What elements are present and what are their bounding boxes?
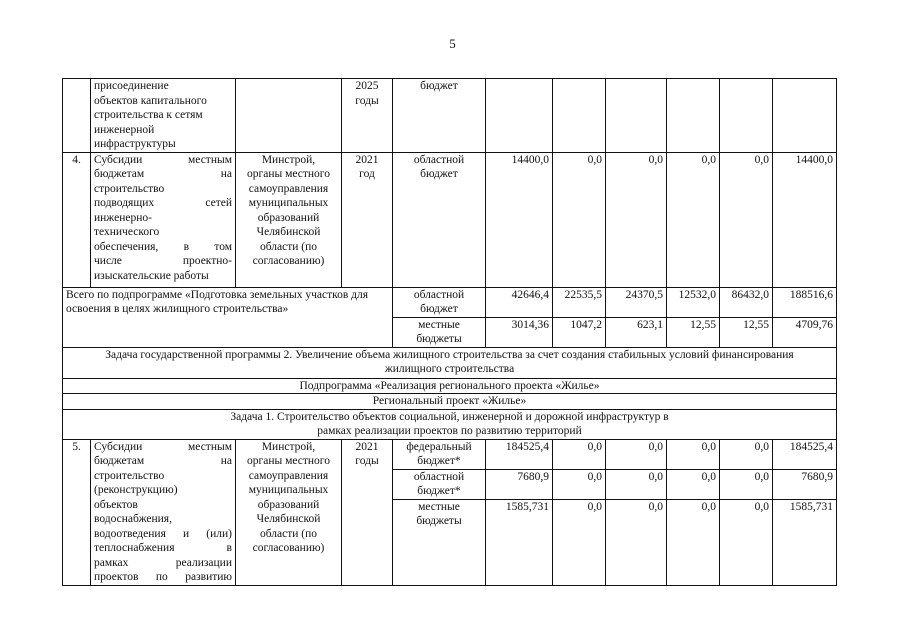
subtotal-row (63, 287, 837, 317)
year-line: годы (355, 94, 379, 107)
source-line: федеральный (406, 440, 472, 453)
source-cell (393, 287, 486, 317)
value-cell: 0,0 (667, 152, 720, 287)
value-cell: 24370,5 (606, 287, 667, 317)
measure-name-line: объектов капитального (94, 94, 207, 107)
source-line: бюджет* (417, 455, 461, 467)
executor-line: Челябинской (256, 226, 321, 238)
executor-line: самоуправления (248, 469, 329, 482)
measure-name-line: технического (94, 226, 160, 238)
executor-cell (236, 152, 342, 287)
measure-name-line: Субсидии местным (94, 440, 232, 453)
executor-line: муниципальных (248, 197, 329, 209)
executor-line: образований (257, 498, 320, 511)
value-cell: 86432,0 (720, 287, 773, 317)
subprogram-heading: Подпрограмма «Реализация регионального проекта «Жилье» (63, 378, 837, 394)
value-cell: 22535,5 (553, 287, 606, 317)
value-cell: 0,0 (606, 499, 667, 585)
value-cell (606, 79, 667, 153)
executor-line: самоуправления (248, 182, 329, 195)
measure-name-line: присоединение (94, 80, 169, 92)
value-cell: 184525,4 (486, 439, 553, 469)
source-cell (393, 317, 486, 347)
executor-line: Челябинской (256, 513, 321, 525)
value-cell: 3014,36 (486, 317, 553, 347)
year-cell (342, 439, 393, 585)
executor-line: органы местного (247, 455, 330, 467)
year-cell (342, 79, 393, 153)
table-row-continuation (63, 79, 837, 153)
value-cell (773, 79, 837, 153)
value-cell: 0,0 (667, 439, 720, 469)
value-cell: 0,0 (720, 469, 773, 499)
row-number-cell: 4. (63, 152, 91, 287)
measure-name-line: объектов (94, 498, 138, 511)
value-cell: 0,0 (606, 152, 667, 287)
source-line: бюджет (420, 168, 458, 180)
measure-name-line: (реконструкцию) (94, 484, 178, 496)
value-cell: 42646,4 (486, 287, 553, 317)
source-line: бюджеты (416, 515, 462, 527)
measure-name-line: подводящих сетей (94, 197, 232, 209)
measure-name-cell (91, 439, 236, 585)
value-cell: 623,1 (606, 317, 667, 347)
table-row-5 (63, 439, 837, 469)
measure-name-line: теплоснабжения в (94, 542, 232, 554)
measure-name-line: инженерной (94, 123, 155, 136)
source-cell (393, 499, 486, 585)
banner-row (63, 394, 837, 410)
value-cell: 0,0 (720, 439, 773, 469)
value-cell: 0,0 (606, 439, 667, 469)
year-line: годы (355, 455, 379, 467)
task-1-heading: Задача 1. Строительство объектов социальной, инженерной и дорожной инфраструктур в рамках реализации проектов по развитию территорий (63, 409, 837, 439)
regional-project-heading: Региональный проект «Жилье» (63, 394, 837, 410)
executor-line: области (по (259, 240, 318, 253)
row-number-cell (63, 79, 91, 153)
value-cell: 0,0 (553, 439, 606, 469)
source-cell (393, 152, 486, 287)
year-line: 2021 (355, 440, 379, 453)
measure-name-line: строительства к сетям (94, 109, 203, 121)
source-line: бюджет (420, 303, 458, 315)
source-line: областной (413, 153, 465, 166)
executor-line: области (по (259, 527, 318, 540)
value-cell: 0,0 (553, 499, 606, 585)
measure-name-line: строительство (94, 469, 165, 482)
source-line: местные (418, 318, 460, 331)
measure-name-line: рамках реализации (94, 556, 232, 569)
value-cell: 1047,2 (553, 317, 606, 347)
value-cell: 184525,4 (773, 439, 837, 469)
value-cell (486, 79, 553, 153)
measure-name-cell (91, 79, 236, 153)
source-line: бюджет* (417, 485, 461, 497)
measure-name-line: числе проектно- (94, 255, 232, 267)
value-cell: 12,55 (720, 317, 773, 347)
value-cell (720, 79, 773, 153)
value-cell: 14400,0 (773, 152, 837, 287)
value-cell: 12532,0 (667, 287, 720, 317)
value-cell (553, 79, 606, 153)
measure-name-line: обеспечения, в том (94, 240, 232, 253)
source-line: бюджеты (416, 333, 462, 345)
program-table (62, 78, 837, 586)
source-cell: бюджет (393, 79, 486, 153)
measure-name-line: водоснабжения, (94, 513, 172, 525)
value-cell: 7680,9 (486, 469, 553, 499)
executor-line: Минстрой, (261, 440, 316, 453)
value-cell: 4709,76 (773, 317, 837, 347)
value-cell: 0,0 (553, 152, 606, 287)
executor-line: образований (257, 211, 320, 224)
source-line: местные (418, 500, 460, 513)
value-cell: 0,0 (553, 469, 606, 499)
page-number: 5 (449, 36, 456, 51)
value-cell: 188516,6 (773, 287, 837, 317)
source-line: областной (413, 288, 465, 301)
executor-line: Минстрой, (261, 153, 316, 166)
value-cell: 7680,9 (773, 469, 837, 499)
measure-name-line: бюджетам на (94, 455, 232, 467)
measure-name-line: строительство (94, 182, 165, 195)
table-row-4 (63, 152, 837, 287)
executor-line: согласованию) (252, 542, 325, 554)
value-cell: 12,55 (667, 317, 720, 347)
program-task-2-heading: Задача государственной программы 2. Увеличение объема жилищного строительства за счет создания стабильных условий финансирования жилищного строительства (63, 347, 837, 378)
measure-name-cell (91, 152, 236, 287)
measure-name-line: бюджетам на (94, 168, 232, 180)
executor-line: муниципальных (248, 484, 329, 496)
executor-cell (236, 439, 342, 585)
value-cell: 1585,731 (486, 499, 553, 585)
value-cell: 0,0 (606, 469, 667, 499)
value-cell: 0,0 (667, 499, 720, 585)
measure-name-line: Субсидии местным (94, 153, 232, 166)
subtotal-label-cell: Всего по подпрограмме «Подготовка земельных участков для освоения в целях жилищного строительства» (63, 287, 393, 347)
measure-name-line: проектов по развитию (94, 571, 232, 583)
value-cell: 14400,0 (486, 152, 553, 287)
year-line: 2025 (355, 80, 379, 92)
measure-name-line: изыскательские работы (94, 269, 209, 282)
measure-name-line: водоотведения и (или) (94, 527, 232, 540)
source-cell (393, 439, 486, 469)
row-number-cell: 5. (63, 439, 91, 585)
source-line: областной (413, 470, 465, 483)
executor-line: согласованию) (252, 255, 325, 267)
measure-name-line: инфраструктуры (94, 138, 176, 150)
executor-cell (236, 79, 342, 153)
year-line: год (359, 168, 375, 180)
value-cell: 0,0 (720, 152, 773, 287)
source-cell (393, 469, 486, 499)
measure-name-line: инженерно- (94, 211, 152, 224)
banner-row (63, 378, 837, 394)
year-line: 2021 (355, 153, 379, 166)
value-cell: 0,0 (720, 499, 773, 585)
executor-line: органы местного (247, 168, 330, 180)
banner-row (63, 347, 837, 378)
value-cell (667, 79, 720, 153)
value-cell: 0,0 (667, 469, 720, 499)
banner-row (63, 409, 837, 439)
value-cell: 1585,731 (773, 499, 837, 585)
year-cell (342, 152, 393, 287)
